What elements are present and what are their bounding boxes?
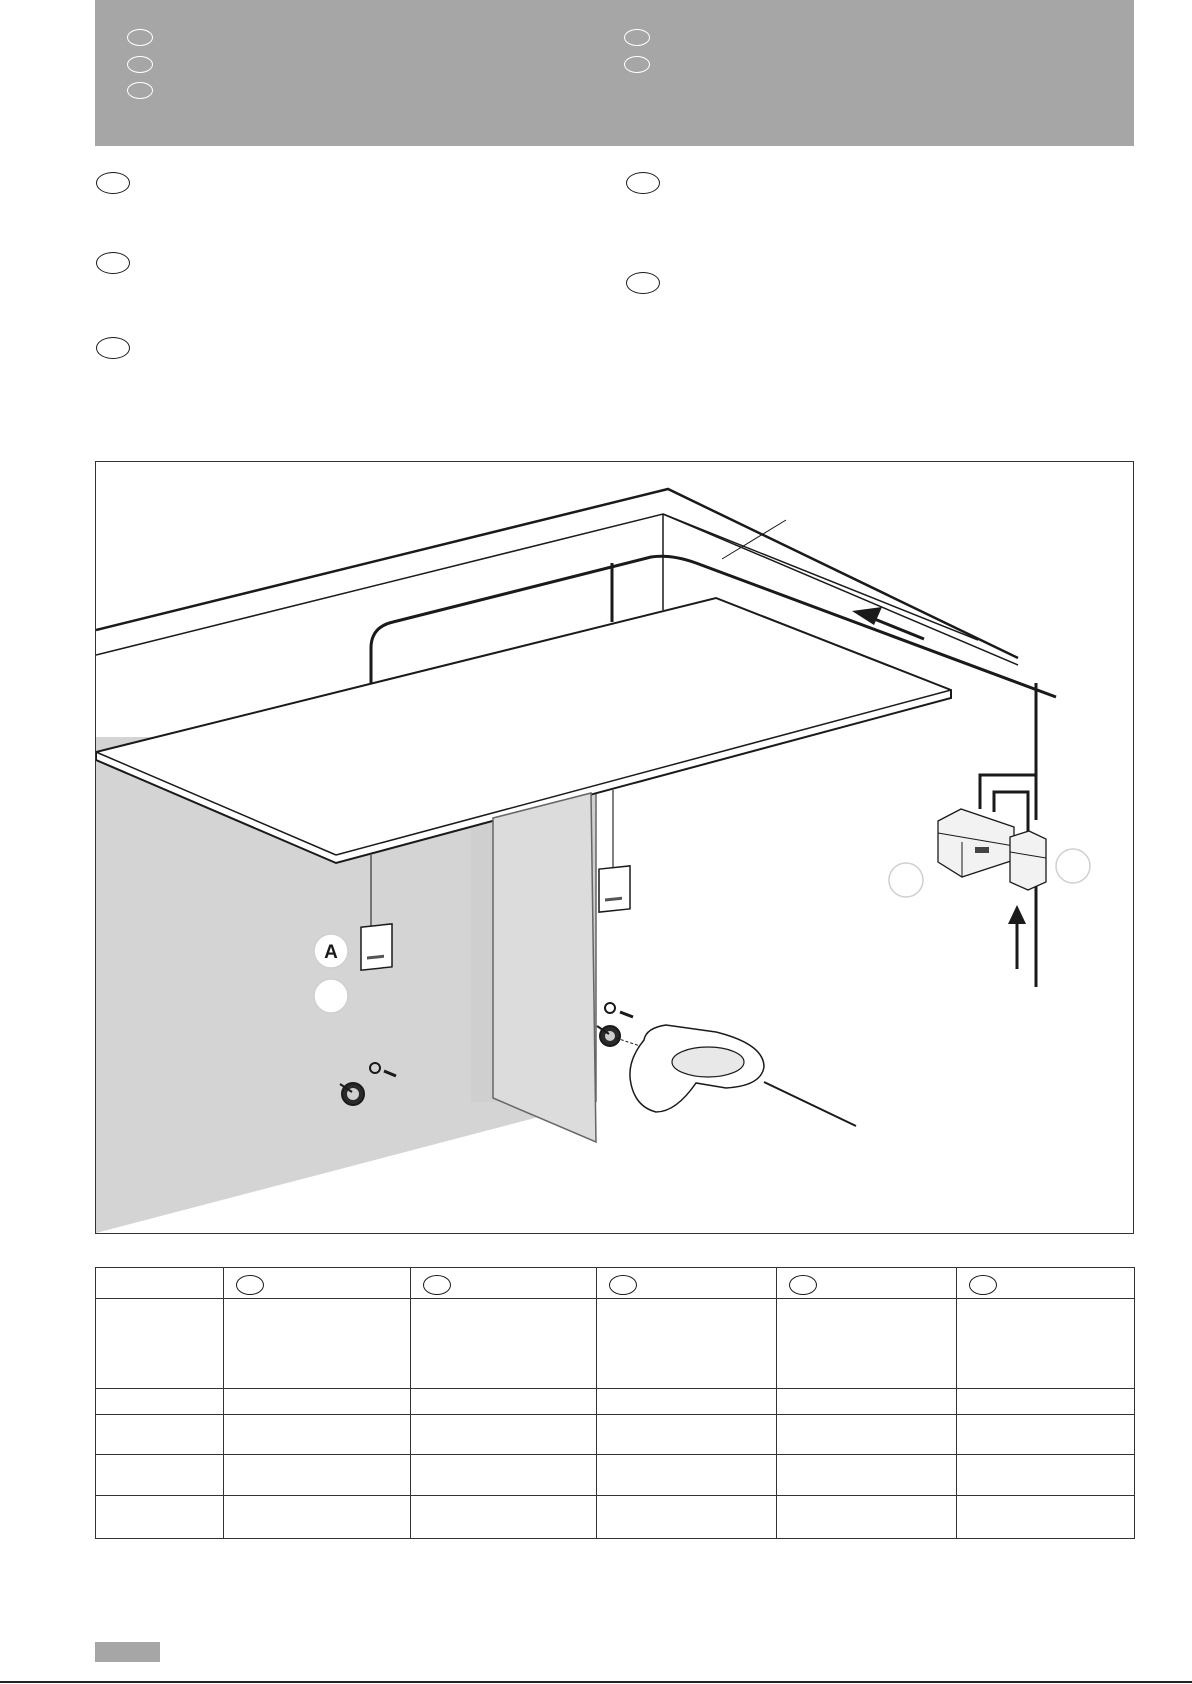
section-language-badge <box>96 172 130 194</box>
table-cell <box>957 1299 1135 1389</box>
table-cell <box>411 1496 597 1539</box>
callout-a-label: A <box>324 942 338 963</box>
callout-c <box>889 863 923 897</box>
table-cell <box>96 1389 224 1415</box>
section-language-badge <box>96 337 130 359</box>
section-language-badge <box>626 172 660 194</box>
table-cell <box>224 1415 411 1455</box>
table-cell <box>957 1268 1135 1299</box>
table-cell <box>597 1415 777 1455</box>
table-cell <box>96 1415 224 1455</box>
callout-b <box>314 979 348 1013</box>
table-header-row <box>96 1268 1135 1299</box>
callout-d <box>1056 849 1090 883</box>
table-cell <box>96 1496 224 1539</box>
language-badge <box>423 1275 451 1295</box>
language-header <box>95 0 1134 146</box>
flow-arrow <box>1008 905 1026 924</box>
flush-sensor <box>599 866 630 912</box>
language-badge <box>609 1275 637 1295</box>
table-cell <box>777 1496 957 1539</box>
flush-sensor <box>361 924 392 970</box>
section-language-badge <box>626 272 660 294</box>
table-cell <box>96 1299 224 1389</box>
table-cell <box>777 1299 957 1389</box>
table-cell <box>957 1455 1135 1496</box>
language-badge <box>789 1275 817 1295</box>
table-row <box>96 1389 1135 1415</box>
installation-illustration <box>95 461 1134 1234</box>
language-badge <box>236 1275 264 1295</box>
table-cell <box>597 1389 777 1415</box>
section-language-badge <box>96 252 130 274</box>
table-cell <box>411 1389 597 1415</box>
table-cell <box>777 1268 957 1299</box>
table-cell <box>597 1496 777 1539</box>
table-cell <box>957 1496 1135 1539</box>
language-badge <box>127 82 153 99</box>
table-cell <box>224 1389 411 1415</box>
page-number-tab <box>95 1642 160 1662</box>
table-cell <box>597 1299 777 1389</box>
table-cell <box>411 1268 597 1299</box>
table-cell <box>411 1299 597 1389</box>
table-cell <box>777 1415 957 1455</box>
table-row <box>96 1415 1135 1455</box>
table-cell <box>96 1455 224 1496</box>
table-cell <box>957 1389 1135 1415</box>
table-cell <box>597 1455 777 1496</box>
partition-door <box>493 793 596 1142</box>
table-cell <box>411 1415 597 1455</box>
table-cell <box>224 1268 411 1299</box>
table-cell <box>957 1415 1135 1455</box>
table-cell <box>597 1268 777 1299</box>
table-cell <box>224 1496 411 1539</box>
table-cell <box>224 1299 411 1389</box>
language-badge <box>969 1275 997 1295</box>
table-cell <box>411 1455 597 1496</box>
footer-rule <box>0 1681 1192 1683</box>
table-row <box>96 1455 1135 1496</box>
language-badge <box>127 56 153 73</box>
language-badge <box>127 29 153 46</box>
table-row <box>96 1496 1135 1539</box>
control-unit <box>938 809 1046 890</box>
table-row <box>96 1299 1135 1389</box>
specification-table <box>95 1267 1135 1539</box>
toilet <box>630 1025 764 1112</box>
table-cell <box>777 1389 957 1415</box>
table-cell <box>96 1268 224 1299</box>
table-cell <box>224 1455 411 1496</box>
language-badge <box>624 29 650 46</box>
table-cell <box>777 1455 957 1496</box>
language-badge <box>624 56 650 73</box>
